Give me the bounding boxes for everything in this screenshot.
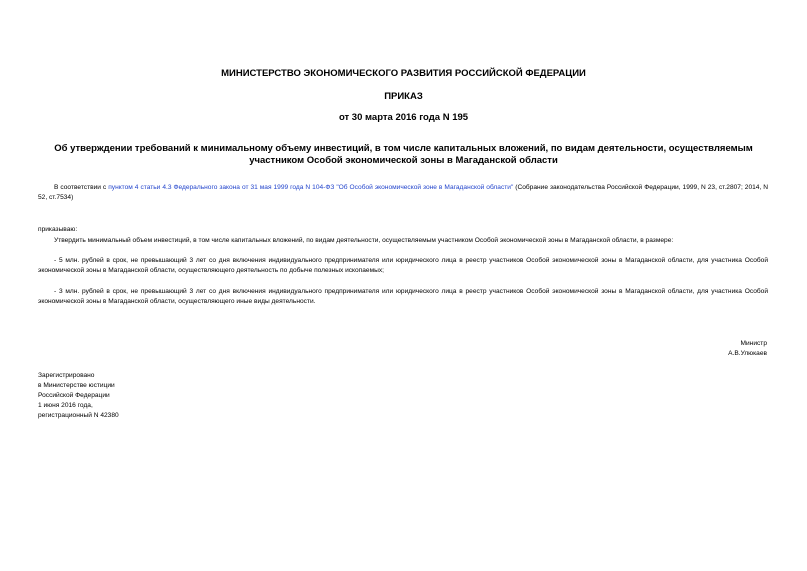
ministry-heading: МИНИСТЕРСТВО ЭКОНОМИЧЕСКОГО РАЗВИТИЯ РОССИЙСКОЙ ФЕДЕРАЦИИ <box>221 68 586 79</box>
registration-line: Зарегистрировано <box>38 372 95 379</box>
basis-prefix: В соответствии с <box>54 184 109 191</box>
requirement-item-mining: - 5 млн. рублей в срок, не превышающий 3 лет со дня включения индивидуального предпринимателя или юридического лица в реестр участников Особой экономической зоны в Магаданской области, для участника Особой экономической зоны в Магаданской области, осуществляющего деятельность по добыче полезных ископаемых; <box>38 257 768 274</box>
approve-paragraph: Утвердить минимальный объем инвестиций, в том числе капитальных вложений, по видам деятельности, осуществляемым участником Особой экономической зоны в Магаданской области, в размере: <box>54 237 674 244</box>
law-link[interactable]: пунктом 4 статьи 4.3 Федерального закона от 31 мая 1999 года N 104-ФЗ "Об Особой экономической зоне в Магаданской области" <box>108 184 514 191</box>
basis-paragraph <box>38 183 768 203</box>
document-title: Об утверждении требований к минимальному объему инвестиций, в том числе капитальных вложений, по видам деятельности, осуществляемым участником Особой экономической зоны в Магаданской области <box>54 143 753 166</box>
date-number-heading: от 30 марта 2016 года N 195 <box>338 112 469 123</box>
order-word: приказываю: <box>38 226 78 233</box>
requirement-item-other: - 3 млн. рублей в срок, не превышающий 3 лет со дня включения индивидуального предпринимателя или юридического лица в реестр участников Особой экономической зоны в Магаданской области, для участника Особой экономической зоны в Магаданской области, осуществляющего иные виды деятельности. <box>38 288 768 305</box>
registration-line: Российской Федерации <box>38 392 110 399</box>
signature-title: Министр <box>740 340 767 347</box>
registration-line: регистрационный N 42380 <box>38 412 119 419</box>
registration-block <box>38 371 278 421</box>
registration-line: в Министерстве юстиции <box>38 382 115 389</box>
signature-name: А.В.Улюкаев <box>728 350 767 357</box>
document-type-heading: ПРИКАЗ <box>384 91 423 102</box>
registration-line: 1 июня 2016 года, <box>38 402 93 409</box>
basis-suffix: (Собрание законодательства Российской Федерации, 1999, N 23, ст.2807; 2014, N 52, ст.7534) <box>38 184 769 201</box>
